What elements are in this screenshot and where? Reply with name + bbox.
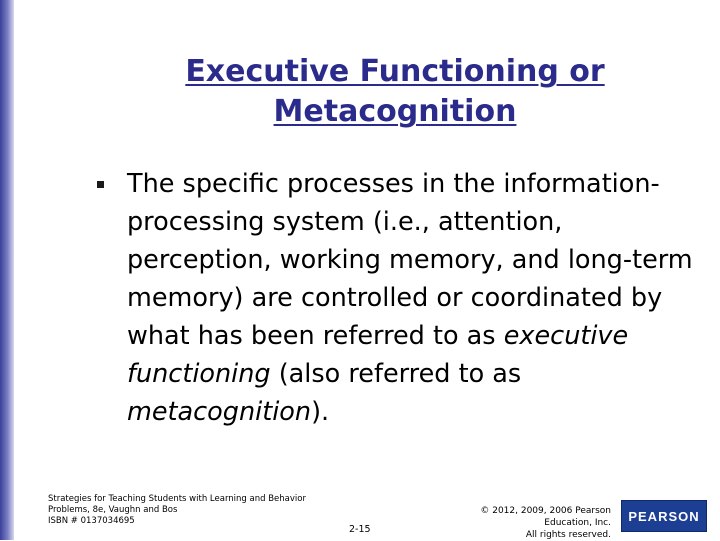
bullet-text	[127, 165, 707, 431]
slide-title	[0, 52, 720, 132]
bullet-italic-executive-functioning: executive functioning	[127, 321, 629, 389]
title-line-1: Executive Functioning or	[185, 54, 605, 89]
isbn: ISBN # 0137034695	[48, 516, 135, 526]
page-number: 2-15	[349, 524, 371, 535]
copyright-line-3: All rights reserved.	[525, 530, 611, 540]
book-title-line-2: Problems, 8e, Vaughn and Bos	[48, 505, 178, 515]
bullet-text-part-1: The specific processes in the information-processing system (i.e., attention, perception, working memory, and long-term memory) are controlled or coordinated by what has been referred to as	[127, 169, 693, 351]
square-bullet-icon	[97, 181, 104, 188]
bullet-italic-metacognition: metacognition	[127, 397, 312, 427]
bullet-text-part-3: ).	[311, 397, 330, 427]
footer-book-info	[48, 494, 348, 527]
copyright-line-1: © 2012, 2009, 2006 Pearson	[480, 506, 611, 516]
title-line-2: Metacognition	[273, 94, 517, 129]
copyright-notice	[455, 505, 611, 541]
copyright-line-2: Education, Inc.	[544, 518, 611, 528]
logo-text: PEARSON	[628, 508, 700, 524]
book-title-line-1: Strategies for Teaching Students with Learning and Behavior	[48, 494, 306, 504]
pearson-logo	[621, 500, 707, 532]
bullet-text-part-2: (also referred to as	[270, 359, 522, 389]
